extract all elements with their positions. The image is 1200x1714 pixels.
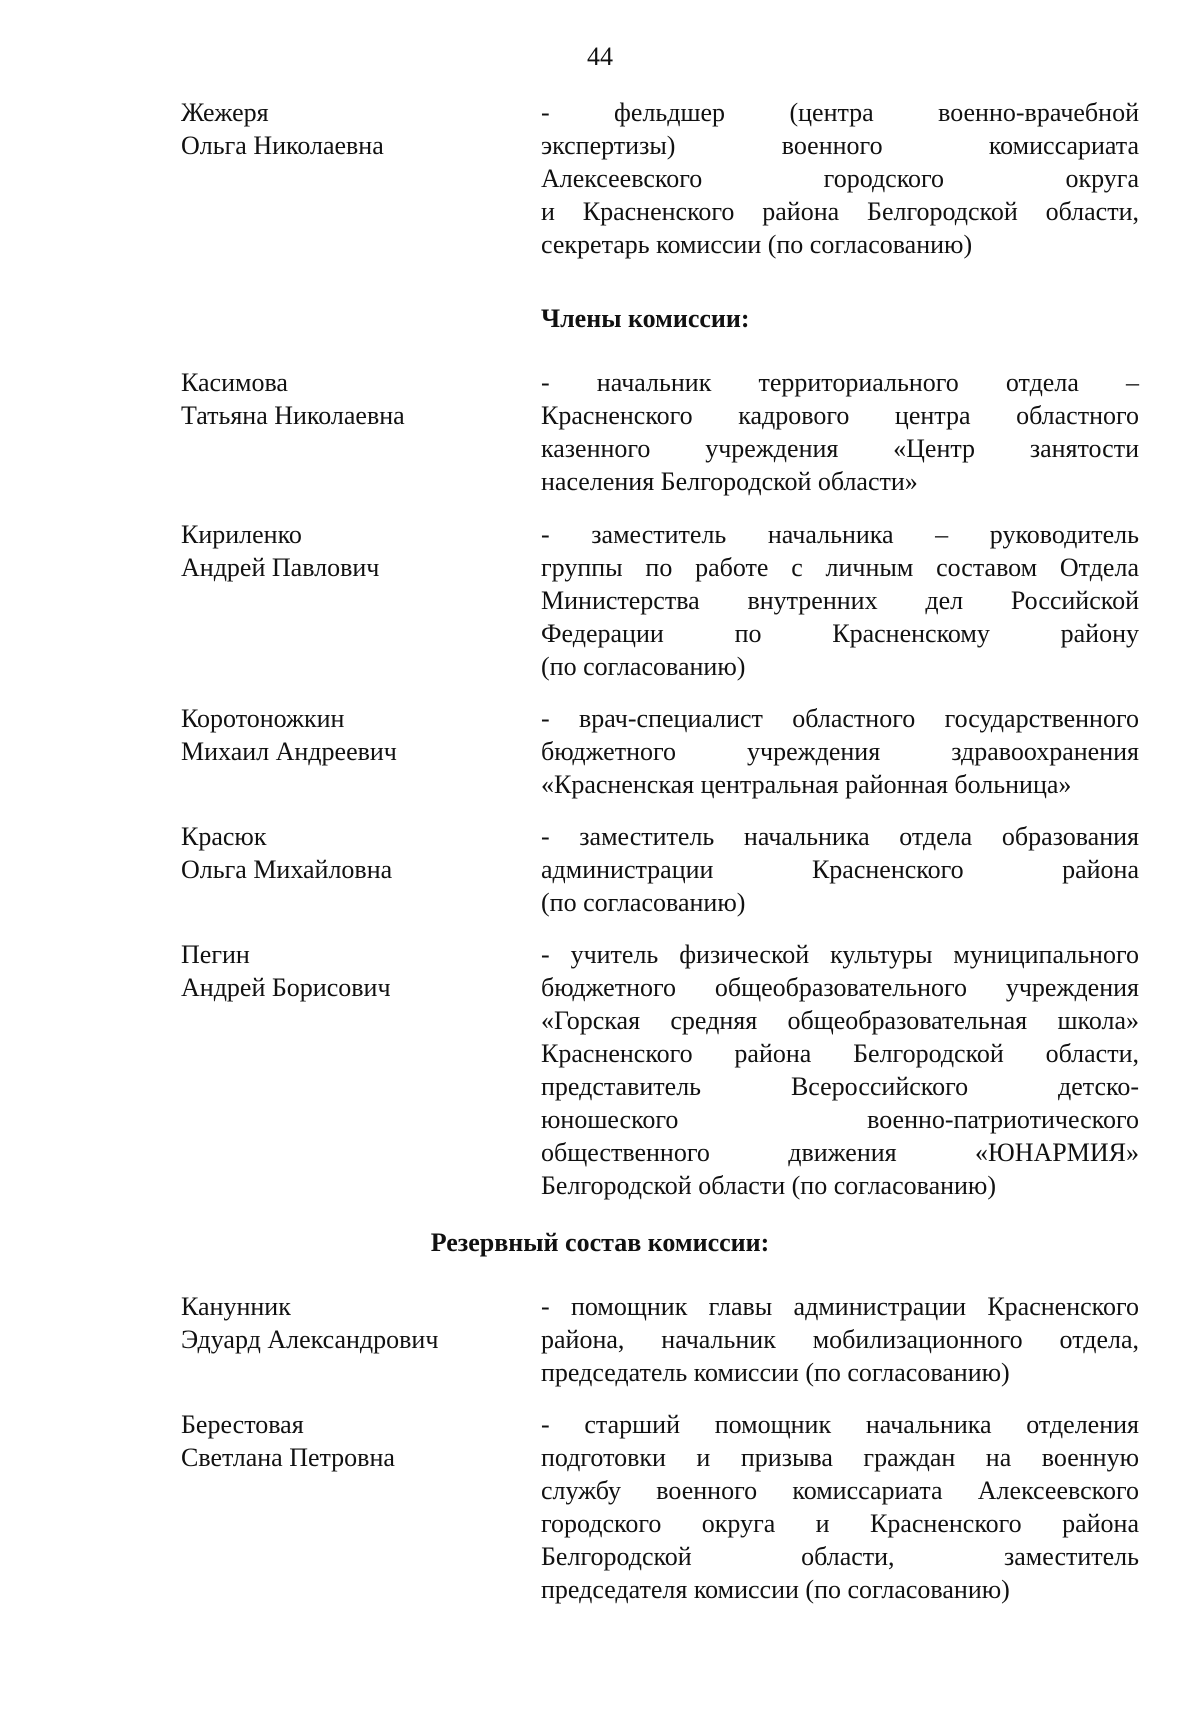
- role-line: «Красненская центральная районная больница»: [541, 770, 1072, 799]
- person-surname: Красюк: [181, 822, 267, 851]
- person-surname: Жежеря: [181, 98, 269, 127]
- role-line: группы по работе с личным составом Отдела: [541, 553, 1139, 582]
- role-line: - начальник территориального отдела –: [541, 368, 1139, 397]
- person-name: [181, 518, 511, 584]
- role-line: городского округа и Красненского района: [541, 1509, 1139, 1538]
- role-line: (по согласованию): [541, 888, 746, 917]
- members-heading: Члены комиссии:: [541, 304, 750, 333]
- role-line: «Горская средняя общеобразовательная школа»: [541, 1006, 1139, 1035]
- person-role: [541, 96, 1139, 261]
- person-name: [181, 96, 511, 162]
- role-line: Федерации по Красненскому району: [541, 619, 1139, 648]
- person-name: [181, 1408, 511, 1474]
- role-line: общественного движения «ЮНАРМИЯ»: [541, 1138, 1139, 1167]
- role-line: службу военного комиссариата Алексеевского: [541, 1476, 1139, 1505]
- person-role: [541, 820, 1139, 919]
- person-given-names: Светлана Петровна: [181, 1443, 395, 1472]
- role-line: секретарь комиссии (по согласованию): [541, 230, 973, 259]
- person-given-names: Ольга Николаевна: [181, 131, 384, 160]
- role-line: представитель Всероссийского детско-: [541, 1072, 1139, 1101]
- role-line: - учитель физической культуры муниципального: [541, 940, 1139, 969]
- person-role: [541, 1290, 1139, 1389]
- role-line: администрации Красненского района: [541, 855, 1139, 884]
- role-line: подготовки и призыва граждан на военную: [541, 1443, 1139, 1472]
- person-given-names: Михаил Андреевич: [181, 737, 397, 766]
- role-line: бюджетного учреждения здравоохранения: [541, 737, 1139, 766]
- person-role: [541, 1408, 1139, 1606]
- person-given-names: Татьяна Николаевна: [181, 401, 405, 430]
- person-name: [181, 1290, 511, 1356]
- person-name: [181, 702, 511, 768]
- role-line: экспертизы) военного комиссариата: [541, 131, 1139, 160]
- role-line: - заместитель начальника – руководитель: [541, 520, 1139, 549]
- role-line: Красненского кадрового центра областного: [541, 401, 1139, 430]
- role-line: - старший помощник начальника отделения: [541, 1410, 1139, 1439]
- role-line: Алексеевского городского округа: [541, 164, 1139, 193]
- person-role: [541, 518, 1139, 683]
- role-line: (по согласованию): [541, 652, 746, 681]
- person-given-names: Андрей Павлович: [181, 553, 380, 582]
- person-role: [541, 366, 1139, 498]
- person-role: [541, 702, 1139, 801]
- role-line: Красненского района Белгородской области,: [541, 1039, 1139, 1068]
- role-line: - заместитель начальника отдела образования: [541, 822, 1139, 851]
- reserve-heading: Резервный состав комиссии:: [430, 1228, 770, 1257]
- person-name: [181, 938, 511, 1004]
- role-line: и Красненского района Белгородской области,: [541, 197, 1139, 226]
- role-line: казенного учреждения «Центр занятости: [541, 434, 1139, 463]
- person-given-names: Ольга Михайловна: [181, 855, 393, 884]
- person-surname: Канунник: [181, 1292, 291, 1321]
- role-line: - фельдшер (центра военно-врачебной: [541, 98, 1139, 127]
- page-number: 44: [587, 42, 613, 71]
- person-surname: Берестовая: [181, 1410, 304, 1439]
- role-line: председателя комиссии (по согласованию): [541, 1575, 1010, 1604]
- role-line: Белгородской области (по согласованию): [541, 1171, 997, 1200]
- role-line: - врач-специалист областного государственного: [541, 704, 1139, 733]
- role-line: населения Белгородской области»: [541, 467, 918, 496]
- person-name: [181, 820, 511, 886]
- person-surname: Коротоножкин: [181, 704, 345, 733]
- person-surname: Касимова: [181, 368, 288, 397]
- person-surname: Кириленко: [181, 520, 302, 549]
- role-line: района, начальник мобилизационного отдела,: [541, 1325, 1139, 1354]
- person-surname: Пегин: [181, 940, 250, 969]
- role-line: бюджетного общеобразовательного учреждения: [541, 973, 1139, 1002]
- person-name: [181, 366, 511, 432]
- role-line: - помощник главы администрации Красненского: [541, 1292, 1139, 1321]
- role-line: Белгородской области, заместитель: [541, 1542, 1139, 1571]
- role-line: юношеского военно-патриотического: [541, 1105, 1139, 1134]
- person-given-names: Андрей Борисович: [181, 973, 391, 1002]
- role-line: Министерства внутренних дел Российской: [541, 586, 1139, 615]
- person-given-names: Эдуард Александрович: [181, 1325, 439, 1354]
- role-line: председатель комиссии (по согласованию): [541, 1358, 1010, 1387]
- person-role: [541, 938, 1139, 1202]
